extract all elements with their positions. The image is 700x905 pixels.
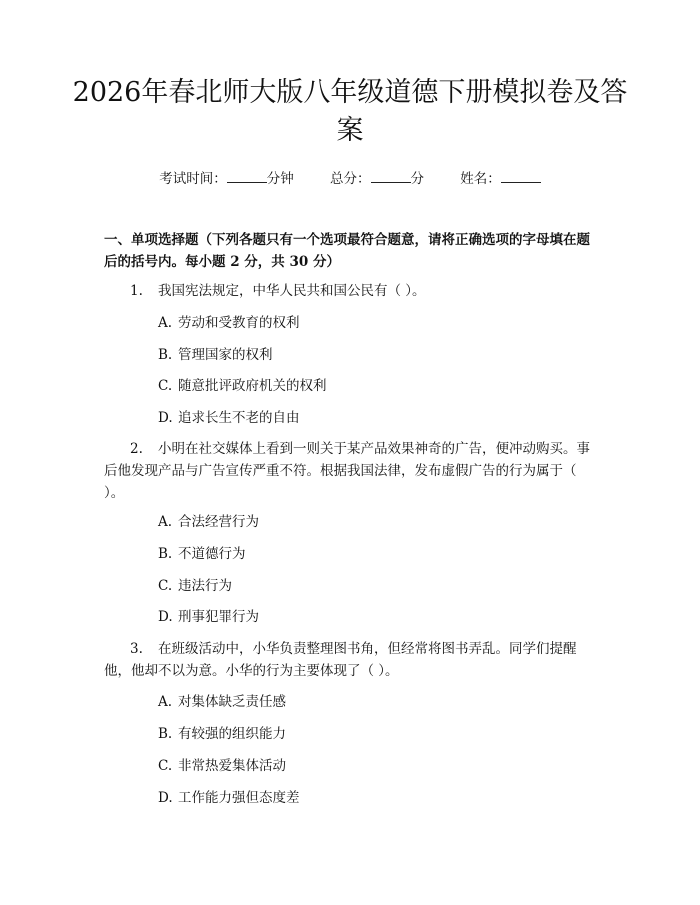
option-letter: A.: [158, 315, 173, 331]
option-text: 不道德行为: [178, 546, 246, 562]
question-number: 3.: [130, 641, 143, 657]
option-text: 合法经营行为: [178, 514, 259, 530]
student-name-label: 姓名：: [460, 171, 501, 187]
question-text: 在班级活动中，小华负责整理图书角，但经常将图书弄乱。同学们提醒他，他却不以为意。小华的行为主要体现了（ ）。: [104, 641, 577, 679]
exam-time-field: [159, 168, 294, 189]
exam-time-blank: [227, 168, 267, 183]
student-name-field: [460, 168, 541, 189]
exam-time-label: 考试时间：: [159, 171, 227, 187]
option-1a: [158, 313, 300, 333]
option-letter: C.: [158, 378, 173, 394]
option-letter: C.: [158, 758, 173, 774]
option-2a: [158, 512, 259, 532]
option-letter: B.: [158, 347, 173, 363]
option-letter: D.: [158, 609, 173, 625]
section-heading: 一、单项选择题（下列各题只有一个选项最符合题意，请将正确选项的字母填在题后的括号内。每小题 2 分，共 30 分）: [104, 232, 590, 270]
option-text: 对集体缺乏责任感: [178, 694, 286, 710]
question-1: [104, 280, 598, 302]
question-2: [104, 438, 598, 504]
option-text: 刑事犯罪行为: [178, 609, 259, 625]
exam-info-line: [0, 168, 700, 189]
option-letter: D.: [158, 410, 173, 426]
option-letter: A.: [158, 514, 173, 530]
option-text: 工作能力强但态度差: [178, 790, 300, 806]
option-3c: [158, 756, 286, 776]
question-number: 1.: [130, 283, 143, 299]
option-text: 追求长生不老的自由: [178, 410, 300, 426]
option-text: 管理国家的权利: [178, 347, 273, 363]
option-letter: C.: [158, 578, 173, 594]
option-text: 非常热爱集体活动: [178, 758, 286, 774]
option-3d: [158, 788, 300, 808]
exam-time-unit: 分钟: [266, 171, 294, 187]
option-text: 有较强的组织能力: [178, 726, 286, 742]
question-text: 我国宪法规定，中华人民共和国公民有（ ）。: [158, 283, 426, 299]
option-1c: [158, 376, 327, 396]
option-2c: [158, 576, 232, 596]
question-number: 2.: [130, 441, 143, 457]
option-2b: [158, 544, 246, 564]
option-3a: [158, 692, 286, 712]
option-letter: B.: [158, 546, 173, 562]
option-2d: [158, 607, 259, 627]
option-3b: [158, 724, 286, 744]
option-text: 违法行为: [178, 578, 232, 594]
document-title: 2026年春北师大版八年级道德下册模拟卷及答案: [72, 77, 628, 146]
total-score-blank: [371, 168, 411, 183]
total-score-unit: 分: [410, 171, 424, 187]
question-3: [104, 638, 598, 682]
total-score-label: 总分：: [330, 171, 371, 187]
option-letter: D.: [158, 790, 173, 806]
option-text: 劳动和受教育的权利: [178, 315, 300, 331]
option-text: 随意批评政府机关的权利: [178, 378, 327, 394]
option-1b: [158, 345, 273, 365]
question-text: 小明在社交媒体上看到一则关于某产品效果神奇的广告，便冲动购买。事后他发现产品与广告宣传严重不符。根据我国法律，发布虚假广告的行为属于（ ）。: [104, 441, 590, 501]
option-1d: [158, 408, 300, 428]
option-letter: B.: [158, 726, 173, 742]
option-letter: A.: [158, 694, 173, 710]
student-name-blank: [501, 168, 541, 183]
total-score-field: [330, 168, 424, 189]
